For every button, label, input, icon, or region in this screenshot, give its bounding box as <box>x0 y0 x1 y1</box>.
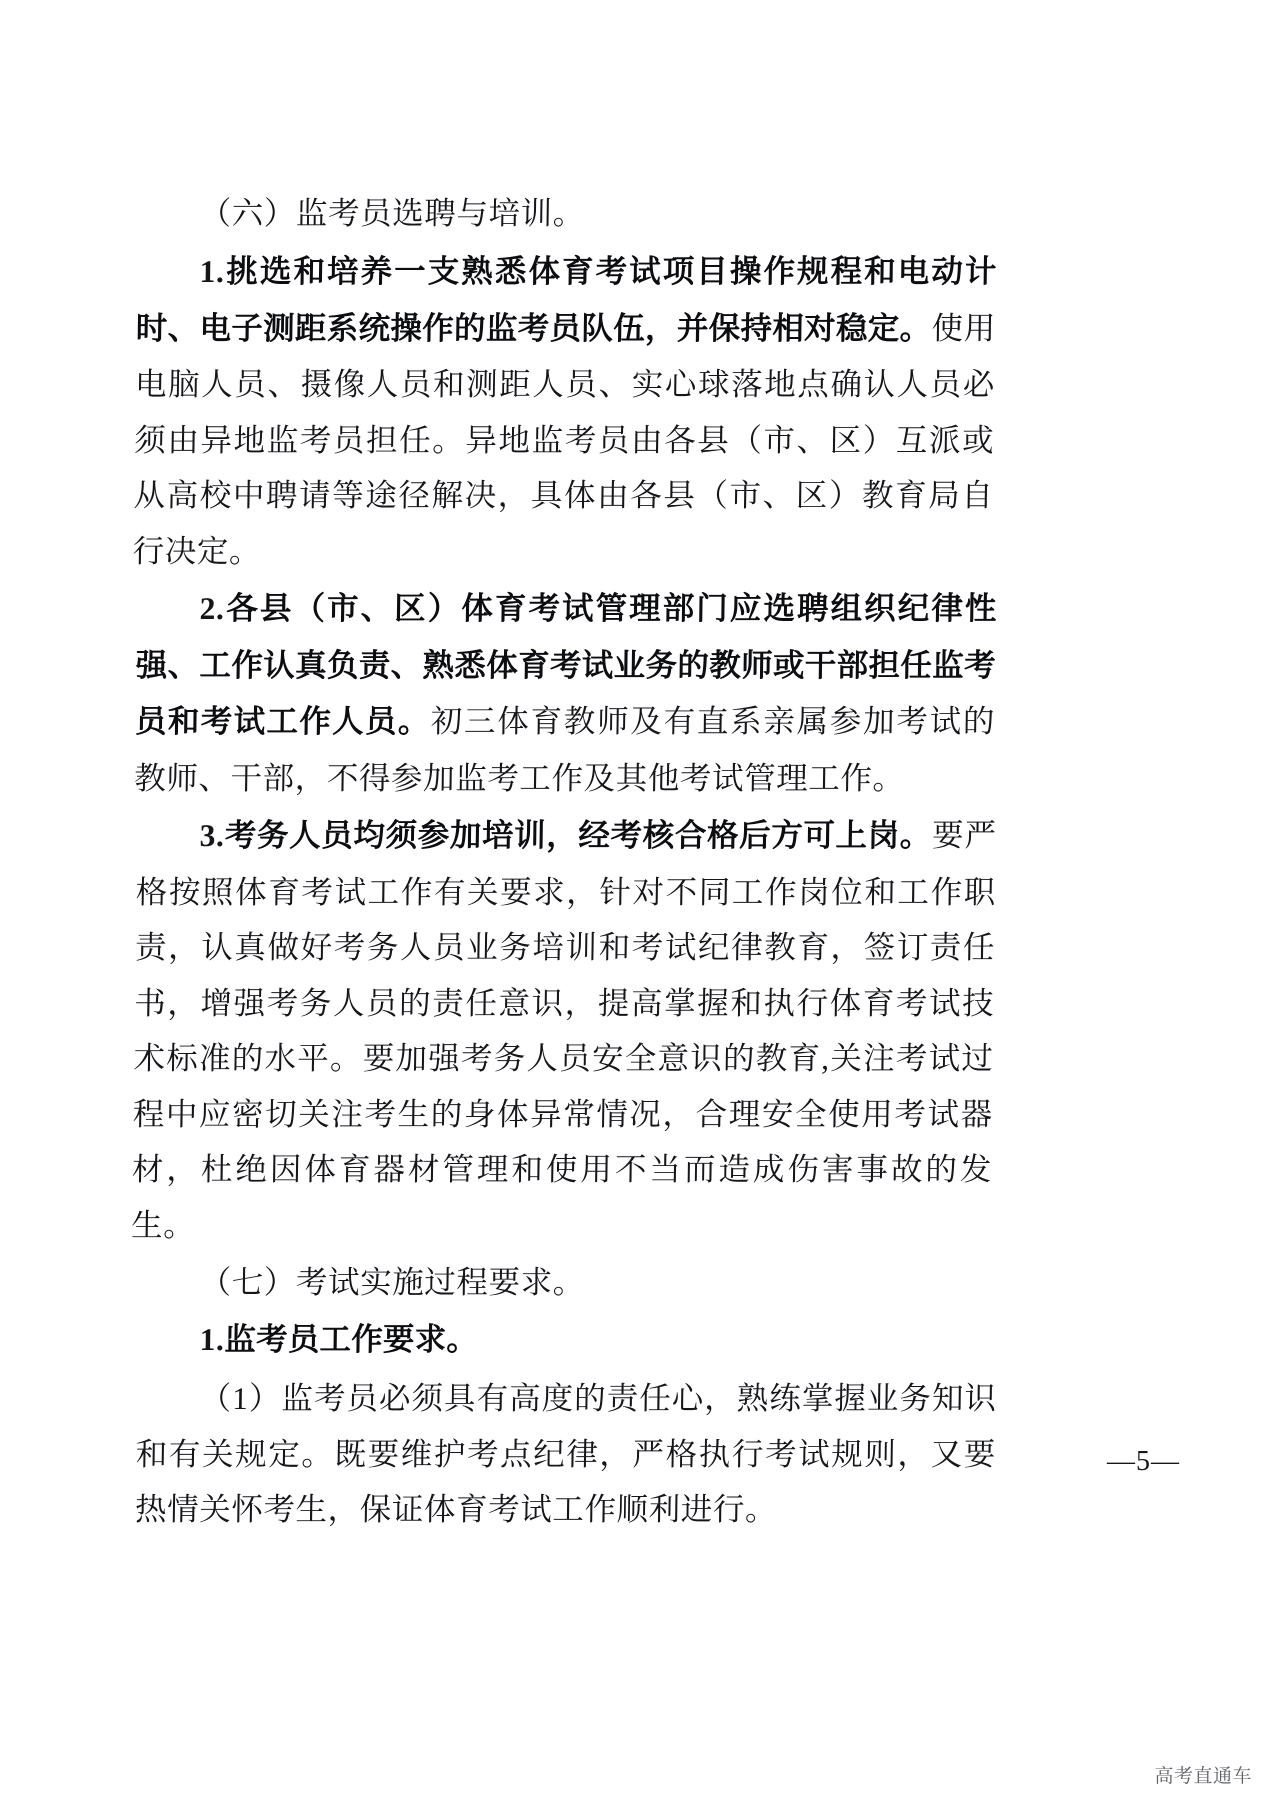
paragraph-item-3 <box>131 808 997 1253</box>
page-number: —5— <box>1107 1446 1180 1477</box>
paragraph-text: （七）考试实施过程要求。 <box>199 1264 586 1300</box>
item-bold-lead: 挑选和培养一支熟悉体育考试项目操作规程和电动计时、电子测距系统操作的监考员队伍，并保持相对稳定。 <box>135 253 997 346</box>
paragraph-text: （1）监考员必须具有高度的责任心，熟练掌握业务知识和有关规定。既要维护考点纪律，严格执行考试规则，又要热情关怀考生，保证体育考试工作顺利进行。 <box>134 1380 997 1527</box>
item-bold-lead: 各县（市、区）体育考试管理部门应选聘组织纪律性强、工作认真负责、熟悉体育考试业务的教师或干部担任监考员和考试工作人员。 <box>134 590 997 740</box>
item-bold-lead: 考务人员均须参加培训，经考核合格后方可上岗。 <box>224 817 933 854</box>
paragraph-item-2 <box>134 581 997 806</box>
paragraph-item-1b <box>136 1312 997 1369</box>
item-rest-text: 使用电脑人员、摄像人员和测距人员、实心球落地点确认人员必须由异地监考员担任。异地监考员由各县（市、区）互派或从高校中聘请等途径解决，具体由各县（市、区）教育局自行决定。 <box>132 310 997 568</box>
document-body <box>130 186 997 1539</box>
item-number: 3. <box>199 817 225 853</box>
item-bold-lead: 监考员工作要求。 <box>224 1322 479 1358</box>
item-number: 1. <box>199 1322 225 1357</box>
paragraph-item-1 <box>132 244 997 579</box>
item-number: 2. <box>199 590 225 626</box>
paragraph-sub-item-1 <box>135 1371 997 1538</box>
item-rest-text: 要严格按照体育考试工作有关要求，针对不同工作岗位和工作职责，认真做好考务人员业务培训和考试纪律教育，签订责任书，增强考务人员的责任意识，提高掌握和执行体育考试技术标准的水平。要加强考务人员安全意识的教育,关注考试过程中应密切关注考生的身体异常情况，合理安全使用考试器材，杜绝因体育器材管理和使用不当而造成伤害事故的发生。 <box>130 817 997 1242</box>
paragraph-section-six-heading <box>136 186 997 242</box>
item-number: 1. <box>199 253 225 289</box>
paragraph-section-seven-heading <box>136 1255 997 1311</box>
item-rest-text: 初三体育教师及有直系亲属参加考试的教师、干部，不得参加监考工作及其他考试管理工作。 <box>134 703 996 795</box>
watermark-label: 高考直通车 <box>1154 1765 1252 1787</box>
paragraph-text: （六）监考员选聘与培训。 <box>199 196 586 231</box>
